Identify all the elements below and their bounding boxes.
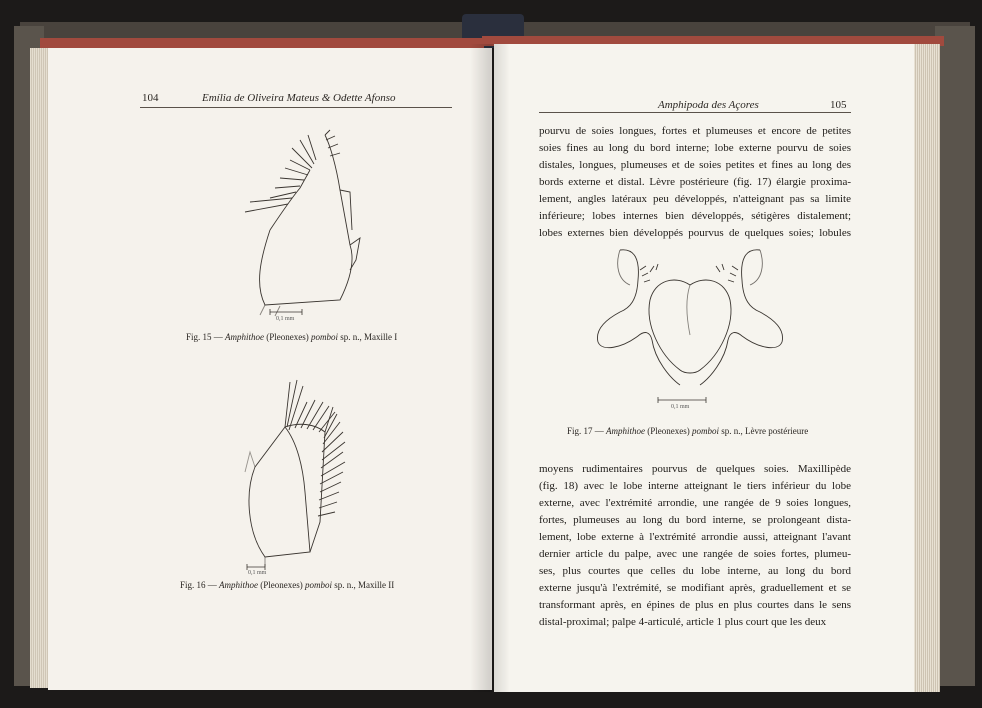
paragraph-1-line: pourvu de soies longues, fortes et plumeuses et encore de petites [539,125,851,137]
page-stack-left [30,48,50,688]
page-stack-right [912,44,940,692]
left-header-rule [140,107,452,108]
figure-17-caption-genus: Amphithoe [606,426,646,436]
figure-16-caption-subgenus: (Pleonexes) [260,580,303,590]
paragraph-2-line: moyens rudimentaires pourvus de quelques soies. Maxillipède [539,463,851,475]
paragraph-2-line: dernier article du palpe, avec une rangée de soies fortes, plumeu- [539,548,851,560]
paragraph-1-line: inférieure; lobes internes bien développés, sétigères distalement; [539,210,851,222]
paragraph-2-line: lement, lobe externe à l'extrémité arrondie aussi, atteignant l'avant [539,531,851,543]
figure-15-caption-prefix: Fig. 15 — [186,332,226,342]
right-running-head: Amphipoda des Açores [658,99,759,111]
book-gutter [470,44,510,692]
paragraph-2-line: ses, plus courtes que celles du lobe interne, au long du bord [539,565,851,577]
paragraph-2-line: (fig. 18) avec le lobe interne atteignant le tiers inférieur du lobe [539,480,851,492]
figure-15-caption [186,332,397,342]
figure-15-caption-subgenus: (Pleonexes) [266,332,309,342]
figure-15-scale-label: 0,1 mm [276,316,295,322]
paragraph-2-line: fortes, plumeuses au long du bord interne, se prolongeant dista- [539,514,851,526]
figure-17-caption-species: pomboi [692,426,720,436]
paragraph-1 [539,123,851,242]
paragraph-1-line: soies fines au long du bord interne; lobe externe pourvu de soies [539,142,851,154]
figure-16-caption-genus: Amphithoe [219,580,259,590]
paragraph-2-line: transformant après, en épines de plus en plus courtes dans le sens [539,599,851,611]
figure-16-caption [180,580,394,590]
paragraph-2-line: externe, avec l'extrémité arrondie, une rangée de 9 soies longues, [539,497,851,509]
paragraph-2 [539,461,851,631]
figure-16-caption-suffix: sp. n., Maxille II [332,580,395,590]
figure-15-caption-suffix: sp. n., Maxille I [338,332,398,342]
figure-17-caption-suffix: sp. n., Lèvre postérieure [719,426,809,436]
figure-16-caption-prefix: Fig. 16 — [180,580,220,590]
figure-16-maxilla-drawing [225,372,375,572]
figure-17-caption [567,426,808,436]
figure-17-caption-subgenus: (Pleonexes) [647,426,690,436]
figure-16-scale-label: 0,1 mm [248,570,267,576]
right-header-rule [539,112,851,113]
right-page-number: 105 [830,99,847,111]
figure-15-maxilla-drawing [230,120,370,320]
paragraph-1-line: lobes externes bien développés pourvus de quelques soies; lobules [539,227,851,239]
paragraph-2-line: distal-proximal; palpe 4-articulé, article 1 plus court que les deux [539,616,827,628]
figure-17-lower-lip-drawing [590,240,790,410]
figure-17-caption-prefix: Fig. 17 — [567,426,607,436]
red-page-edge-left [40,38,484,48]
paragraph-1-line: bords externe et distal. Lèvre postérieure (fig. 17) élargie proxima- [539,176,851,188]
figure-15-caption-genus: Amphithoe [225,332,265,342]
paragraph-1-line: lement, angles latéraux peu développés, n'atteignant pas sa limite [539,193,851,205]
figure-16-caption-species: pomboi [305,580,333,590]
figure-17-scale-label: 0,1 mm [671,404,690,410]
paragraph-1-line: distales, longues, plumeuses et de soies petites et fines au long des [539,159,851,171]
left-page-number: 104 [142,92,159,104]
figure-15-caption-species: pomboi [311,332,339,342]
paragraph-2-line: externe jusqu'à l'extrémité, se modifiant après, graduellement et se [539,582,851,594]
marbled-cover-right [935,26,975,686]
left-running-head: Emília de Oliveira Mateus & Odette Afonso [202,92,396,104]
